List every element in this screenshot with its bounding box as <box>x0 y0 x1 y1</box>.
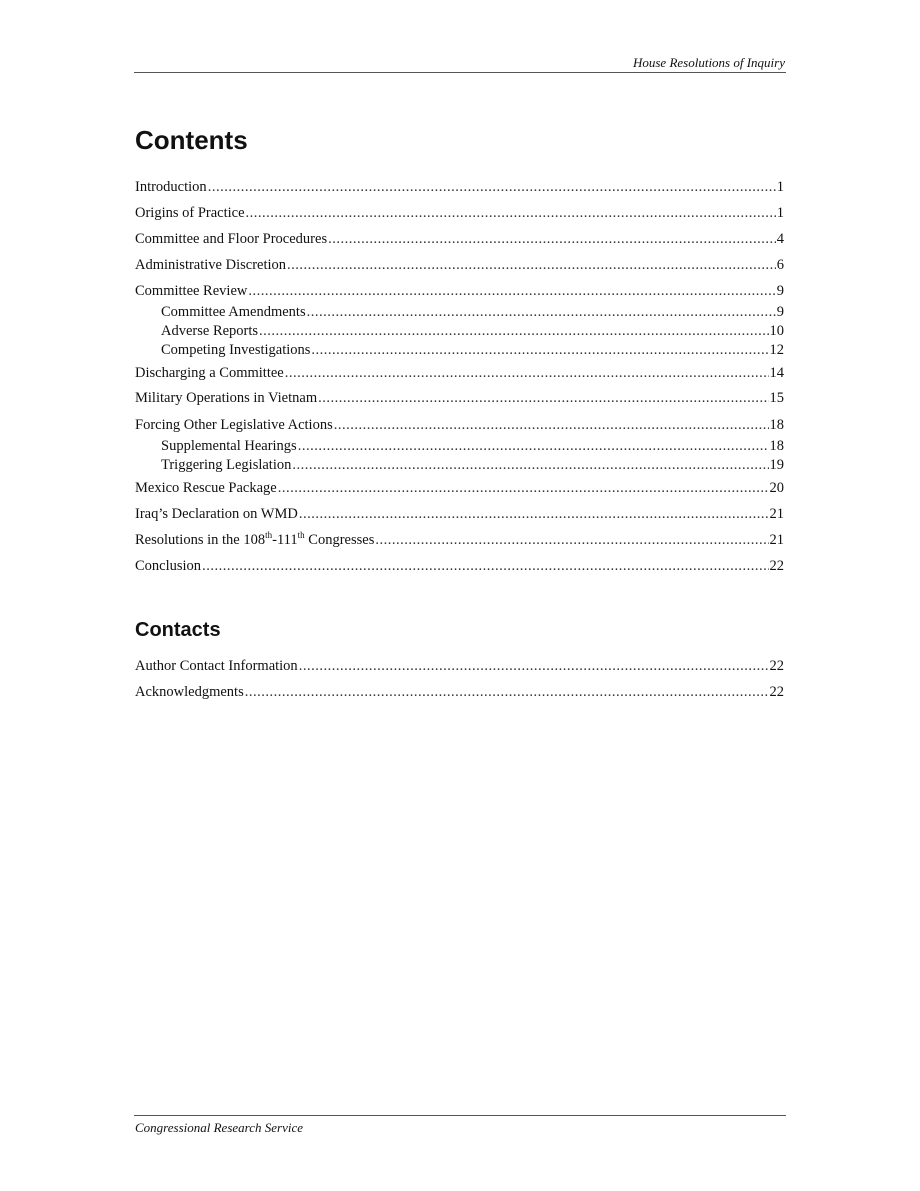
toc-entry-administrative-discretion[interactable]: Administrative Discretion ..... 6 <box>135 256 784 274</box>
toc-entry-competing-investigations[interactable]: Competing Investigations ..... 12 <box>161 341 784 359</box>
running-header: House Resolutions of Inquiry <box>632 55 785 70</box>
contacts-heading: Contacts <box>135 619 221 641</box>
toc-leader <box>299 657 769 675</box>
toc-entry-triggering-legislation[interactable]: Triggering Legislation ..... 19 <box>161 456 784 474</box>
toc-leader <box>259 322 768 340</box>
toc-entry-committee-amendments[interactable]: Committee Amendments ..... 9 <box>161 303 784 321</box>
toc-leader <box>208 178 776 196</box>
toc-page-number: 21 <box>769 506 784 522</box>
toc-page-number: 9 <box>776 304 784 320</box>
toc-page-number: 1 <box>776 179 784 195</box>
toc-page-number: 22 <box>769 658 784 674</box>
toc-entry-iraqs-declaration-on-wmd[interactable]: Iraq’s Declaration on WMD ..... 21 <box>135 505 784 523</box>
toc-leader <box>375 531 768 549</box>
toc-page-number: 18 <box>769 417 784 433</box>
toc-leader <box>202 557 768 575</box>
toc-leader <box>246 204 776 222</box>
toc-entry-adverse-reports[interactable]: Adverse Reports ..... 10 <box>161 322 784 340</box>
toc-page-number: 6 <box>776 257 784 273</box>
toc-page-number: 4 <box>776 231 784 247</box>
toc-entry-discharging-a-committee[interactable]: Discharging a Committee ..... 14 <box>135 364 784 382</box>
toc-leader <box>285 364 769 382</box>
toc-leader <box>245 683 769 701</box>
toc-leader <box>287 256 776 274</box>
toc-page-number: 9 <box>776 283 784 299</box>
toc-leader <box>328 230 776 248</box>
toc-entry-forcing-other-legislative-actions[interactable]: Forcing Other Legislative Actions ..... 18 <box>135 416 784 434</box>
toc-page-number: 19 <box>769 457 784 473</box>
toc-leader <box>334 416 769 434</box>
toc-page-number: 12 <box>769 342 784 358</box>
toc-entry-committee-review[interactable]: Committee Review ..... 9 <box>135 282 784 300</box>
toc-page-number: 14 <box>769 365 784 381</box>
running-footer: Congressional Research Service <box>135 1120 303 1135</box>
toc-page-number: 1 <box>776 205 784 221</box>
toc-leader <box>292 456 768 474</box>
toc-entry-committee-and-floor-procedures[interactable]: Committee and Floor Procedures ..... 4 <box>135 230 784 248</box>
toc-entry-conclusion[interactable]: Conclusion ..... 22 <box>135 557 784 575</box>
toc-leader <box>307 303 776 321</box>
toc-leader <box>278 479 769 497</box>
toc-entry-resolutions-108th-111th[interactable]: Resolutions in the 108th-111th Congresses ..... 21 <box>135 531 784 549</box>
toc-page-number: 21 <box>769 532 784 548</box>
toc-page-number: 22 <box>769 558 784 574</box>
toc-page-number: 18 <box>769 438 784 454</box>
contents-heading: Contents <box>135 125 248 155</box>
toc-leader <box>299 505 769 523</box>
toc-entry-supplemental-hearings[interactable]: Supplemental Hearings ..... 18 <box>161 437 784 455</box>
toc-entry-origins-of-practice[interactable]: Origins of Practice ..... 1 <box>135 204 784 222</box>
toc-leader <box>298 437 769 455</box>
toc-leader <box>318 389 768 407</box>
toc-entry-mexico-rescue-package[interactable]: Mexico Rescue Package ..... 20 <box>135 479 784 497</box>
toc-page-number: 22 <box>769 684 784 700</box>
toc-entry-military-operations-in-vietnam[interactable]: Military Operations in Vietnam ..... 15 <box>135 389 784 407</box>
header-rule <box>134 72 786 73</box>
toc-entry-acknowledgments[interactable]: Acknowledgments ..... 22 <box>135 683 784 701</box>
toc-entry-introduction[interactable]: Introduction ..... 1 <box>135 178 784 196</box>
toc-leader <box>248 282 775 300</box>
footer-rule <box>134 1115 786 1116</box>
toc-page-number: 15 <box>769 390 784 406</box>
toc-page-number: 10 <box>769 323 784 339</box>
toc-entry-author-contact-information[interactable]: Author Contact Information ..... 22 <box>135 657 784 675</box>
toc-leader <box>311 341 768 359</box>
toc-page-number: 20 <box>769 480 784 496</box>
